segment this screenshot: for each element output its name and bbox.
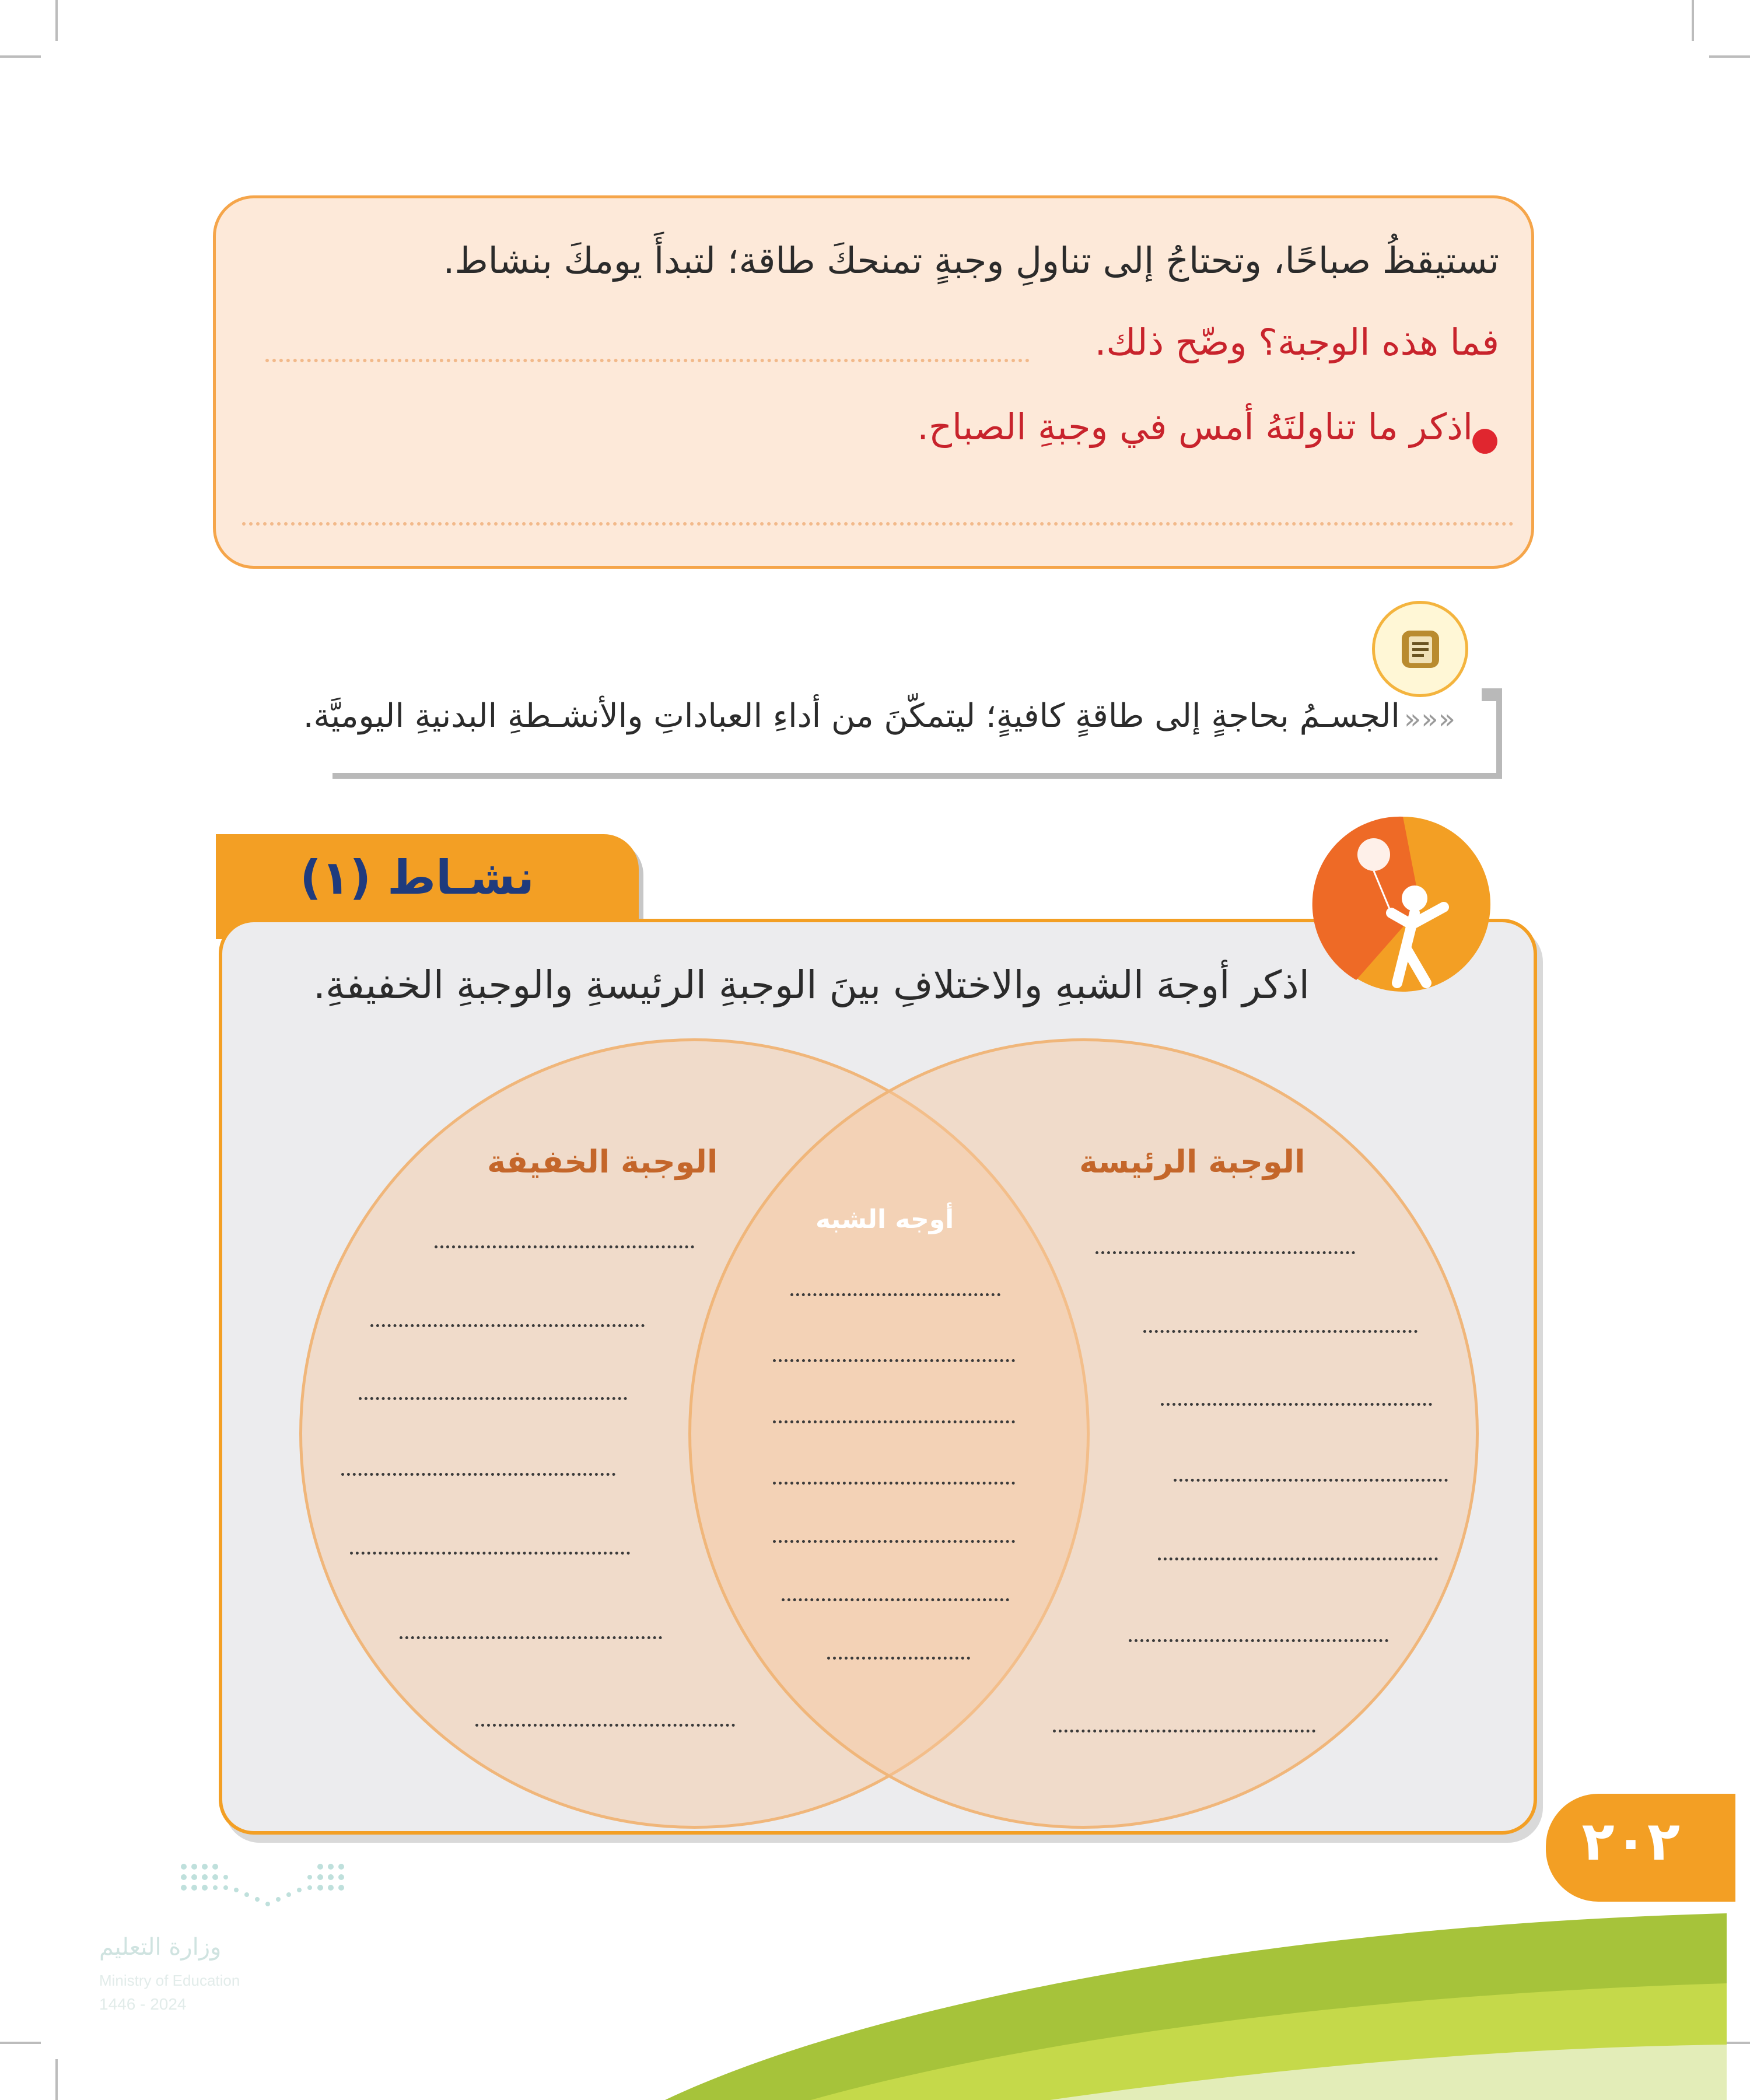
crop-mark: [55, 0, 58, 41]
crop-mark: [1709, 55, 1750, 58]
decorative-waves: [0, 1902, 1750, 2100]
answer-line[interactable]: [773, 1540, 1015, 1543]
answer-line[interactable]: [350, 1552, 630, 1555]
answer-line[interactable]: [265, 359, 1030, 362]
answer-line[interactable]: [790, 1293, 1000, 1296]
answer-line[interactable]: [1096, 1251, 1355, 1254]
answer-line[interactable]: [242, 522, 1514, 526]
note-text: الجسـمُ بحاجةٍ إلى طاقةٍ كافيةٍ؛ ليتمكّنَ من أداءِ العباداتِ والأنشـطةِ البدنيةِ اليوميَّة.: [303, 697, 1400, 735]
answer-line[interactable]: [1143, 1330, 1418, 1333]
answer-line[interactable]: [370, 1324, 645, 1327]
answer-line[interactable]: [827, 1657, 970, 1660]
ministry-subtitle: Ministry of Education: [99, 1972, 240, 1989]
answer-line[interactable]: [773, 1359, 1015, 1362]
answer-line[interactable]: [1158, 1558, 1438, 1560]
intro-box: [213, 195, 1534, 569]
crop-mark: [0, 55, 41, 58]
answer-line[interactable]: [1161, 1403, 1432, 1406]
quote-icon: «««: [1404, 703, 1455, 736]
answer-line[interactable]: [1174, 1479, 1448, 1482]
answer-line[interactable]: [1129, 1639, 1388, 1642]
answer-line[interactable]: [773, 1482, 1015, 1485]
venn-label-light-meal: الوجبة الخفيفة: [487, 1143, 718, 1180]
answer-line[interactable]: [435, 1245, 694, 1248]
intro-text: تستيقظُ صباحًا، وتحتاجُ إلى تناولِ وجبةٍ تمنحكَ طاقة؛ لتبدأَ يومكَ بنشاط.: [443, 239, 1499, 282]
page-number-tab: [1546, 1794, 1735, 1902]
answer-line[interactable]: [782, 1598, 1009, 1601]
intro-question: فما هذه الوجبة؟ وضّح ذلك.: [1094, 321, 1499, 363]
answer-line[interactable]: [773, 1420, 1015, 1423]
note-frame-tab: [1482, 688, 1499, 701]
page-number: ٢٠٢: [1581, 1810, 1680, 1873]
answer-line[interactable]: [400, 1636, 662, 1639]
ministry-year: 2024 - 1446: [99, 1995, 187, 2013]
bullet-icon: ●: [1471, 420, 1499, 458]
activity-title: نشـاط (١): [300, 850, 534, 905]
notes-icon: [1372, 601, 1468, 697]
crop-mark: [1692, 0, 1694, 41]
answer-line[interactable]: [359, 1397, 627, 1400]
activity-question: اذكر أوجهَ الشبهِ والاختلافِ بينَ الوجبةِ الرئيسةِ والوجبةِ الخفيفةِ.: [313, 963, 1310, 1007]
answer-line[interactable]: [475, 1724, 735, 1727]
answer-line[interactable]: [1053, 1730, 1315, 1732]
venn-label-main-meal: الوجبة الرئيسة: [1079, 1143, 1306, 1180]
ministry-name: وزارة التعليم: [99, 1934, 222, 1961]
venn-label-similarities: أوجه الشبه: [816, 1205, 954, 1234]
answer-line[interactable]: [341, 1473, 615, 1476]
intro-bullet: اذكر ما تناولتَهُ أمس في وجبةِ الصباح.: [917, 405, 1473, 448]
activity-child-icon: [1304, 808, 1496, 1000]
